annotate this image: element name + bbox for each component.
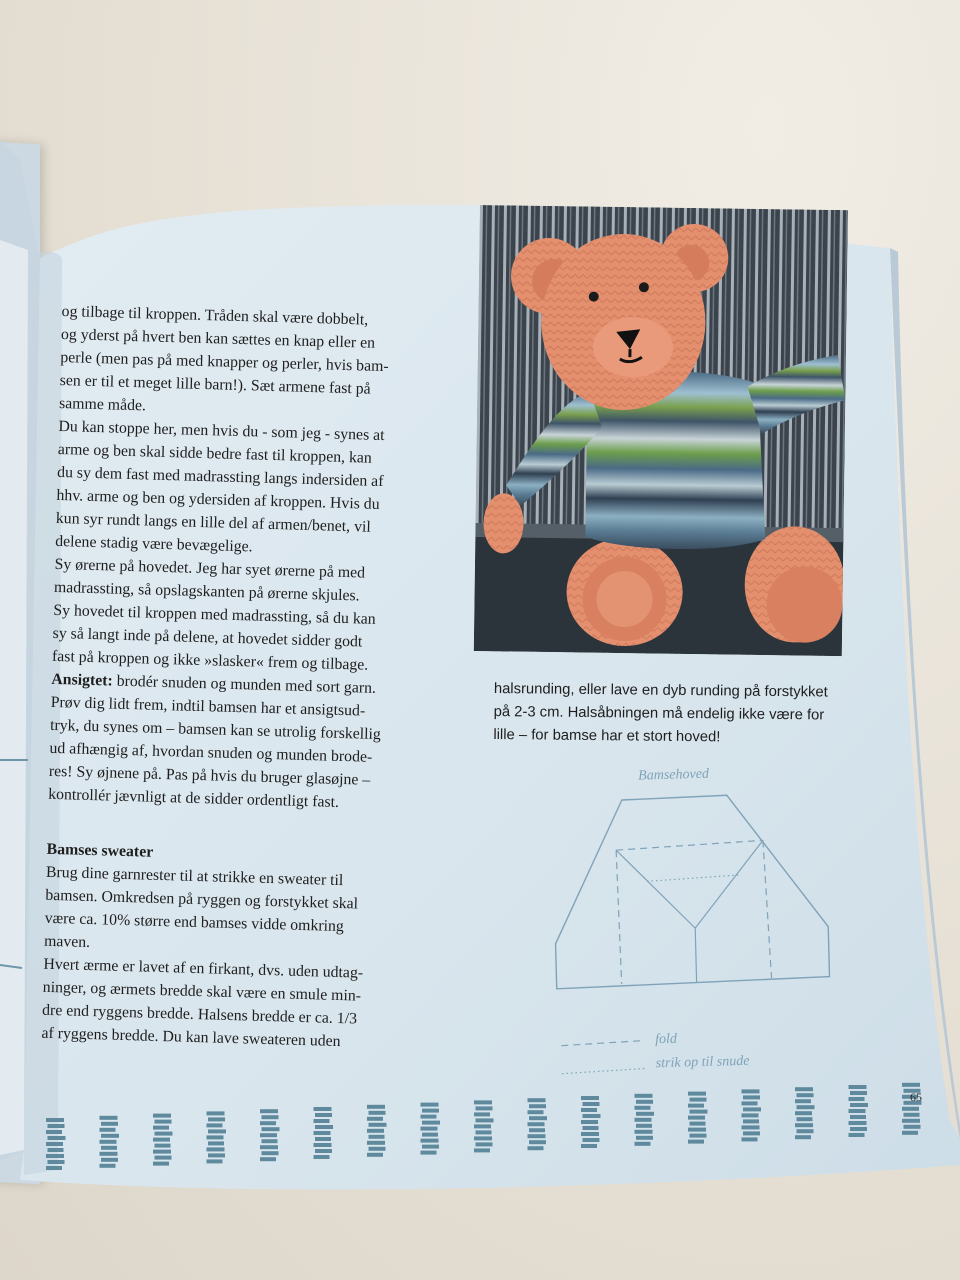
body-line: du sy dem fast med madrassting langs indersiden af <box>56 463 384 491</box>
sweater-line: være ca. 10% større end bamses vidde omkring <box>44 909 345 936</box>
face-line-0: brodér snuden og munden med sort garn. <box>112 672 377 697</box>
stripe-mark <box>688 1092 708 1144</box>
stripe-mark <box>421 1103 441 1155</box>
right-line: lille – for bamse har et stort hoved! <box>493 726 721 746</box>
legend-dotted <box>562 1068 646 1073</box>
stripe-mark <box>581 1096 601 1148</box>
diagram-title: Bamsehoved <box>638 766 710 784</box>
right-line: på 2-3 cm. Halsåbningen må endelig ikke være for <box>493 703 825 724</box>
stripe-mark <box>207 1111 227 1163</box>
face-line: kontrollér jævnligt at de sidder ordentligt fast. <box>47 785 340 811</box>
legend-fold: fold <box>654 1031 678 1048</box>
sweater-line: Brug dine garnrester til at strikke en sweater til <box>45 863 344 890</box>
fold-line-top <box>616 840 763 850</box>
face-line: Prøv dig lidt frem, indtil bamsen har et ansigtsud- <box>50 693 366 720</box>
face-line: tryk, du synes om – bamsen kan se utrolig forskellig <box>49 716 382 744</box>
fold-line-left <box>616 850 622 984</box>
teddy-bear-illustration <box>474 205 848 656</box>
face-line: res! Sy øjnene på. Pas på hvis du bruger glasøjne – <box>48 762 371 789</box>
previous-page-text-fragments <box>0 250 36 1150</box>
body-line: perle (men pas på med knapper og perler, hvis bam- <box>60 348 389 376</box>
seam-v <box>616 840 765 930</box>
body-line: Sy ørerne på hovedet. Jeg har syet ørerne på med <box>54 555 366 582</box>
body-paragraphs <box>52 300 464 679</box>
stripe-mark <box>849 1085 869 1137</box>
stripe-mark <box>742 1089 762 1141</box>
bamsehoved-diagram <box>540 760 860 1080</box>
body-line: Sy hovedet til kroppen med madrassting, så du kan <box>53 601 376 628</box>
legend-dashed <box>561 1040 645 1045</box>
body-line: sen er til et meget lille barn!). Sæt armene fast på <box>59 371 371 398</box>
sweater-line: dre end ryggens bredde. Halsens bredde er ca. 1/3 <box>41 1001 358 1028</box>
stripe-mark <box>260 1109 280 1161</box>
diagram-outline <box>552 793 830 989</box>
body-line: kun syr rundt langs en lille del af armen/benet, vil <box>55 509 371 536</box>
page-number: 65 <box>910 1090 922 1104</box>
sweater-paragraph <box>41 861 448 1056</box>
face-line: ud afhængig af, hvordan snuden og munden brode- <box>49 739 373 766</box>
body-line: hhv. arme og ben og ydersiden af kroppen. Hvis du <box>56 486 380 513</box>
body-line: delene stadig være bevægelige. <box>55 532 253 556</box>
sweater-line: ninger, og ærmets bredde skal være en smule min- <box>42 978 362 1005</box>
sweater-line: bamsen. Omkredsen på ryggen og forstykket skal <box>45 886 359 913</box>
legend-strik: strik op til snude <box>655 1053 750 1072</box>
fold-line-right <box>763 840 772 978</box>
body-line: Du kan stoppe her, men hvis du - som jeg - synes at <box>58 417 385 445</box>
snout-line <box>647 875 739 881</box>
stripe-mark <box>314 1107 334 1159</box>
right-line: halsrunding, eller lave en dyb runding på forstykket <box>493 680 828 701</box>
seam-center <box>695 928 696 982</box>
stripe-mark <box>100 1116 120 1168</box>
body-line: madrassting, så opslagskanten på ørerne skjules. <box>53 578 360 605</box>
body-line: fast på kroppen og ikke »slasker« frem og tilbage. <box>51 647 369 674</box>
stripe-mark <box>474 1100 494 1152</box>
stripe-mark <box>153 1114 173 1166</box>
body-line: og yderst på hvert ben kan sættes en knap eller en <box>60 325 376 352</box>
body-text-column <box>41 300 464 1056</box>
sweater-line: maven. <box>43 932 91 952</box>
sweater-heading: Bamses sweater <box>46 840 154 861</box>
body-line: samme måde. <box>58 394 147 415</box>
sweater-line: Hvert ærme er lavet af en firkant, dvs. uden udtag- <box>43 955 364 982</box>
stripe-mark <box>635 1094 655 1146</box>
teddy-bear-photo <box>474 205 848 656</box>
body-line: sy så langt inde på delene, at hovedet sidder godt <box>52 624 363 651</box>
right-text-column <box>493 678 894 751</box>
stripe-mark <box>528 1098 548 1150</box>
stripe-mark <box>46 1118 66 1170</box>
body-line: arme og ben skal sidde bedre fast til kroppen, kan <box>57 440 373 467</box>
sweater-line: af ryggens bredde. Du kan lave sweateren uden <box>41 1024 341 1051</box>
body-line: og tilbage til kroppen. Tråden skal være dobbelt, <box>61 302 369 329</box>
face-paragraph <box>48 668 454 817</box>
stripe-mark <box>367 1105 387 1157</box>
stripe-mark <box>795 1087 815 1139</box>
face-label: Ansigtet: <box>51 670 114 690</box>
